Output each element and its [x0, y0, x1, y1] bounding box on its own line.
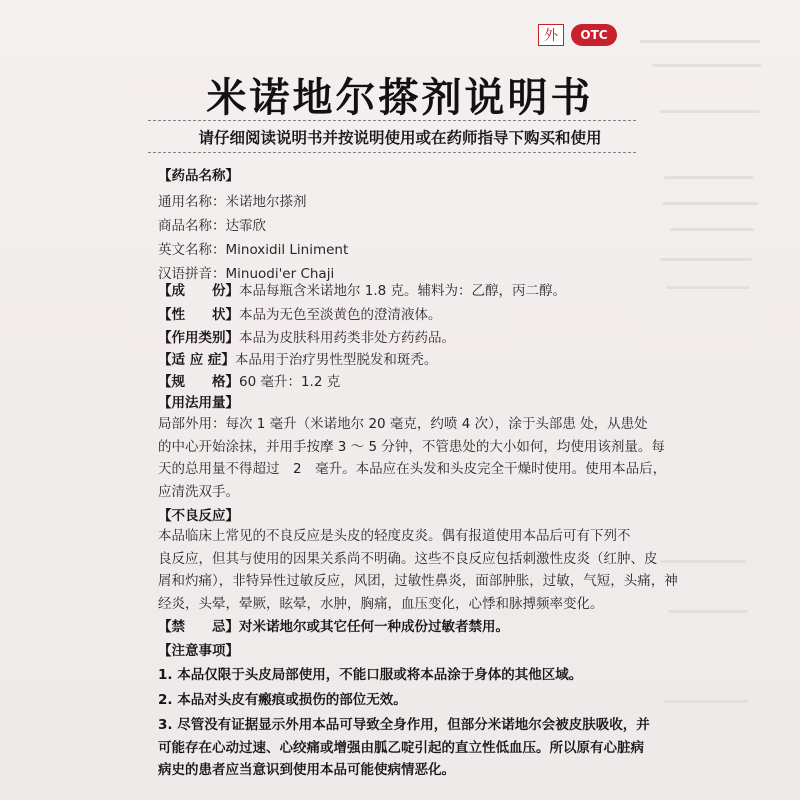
- adverse-line: 屑和灼痛），非特异性过敏反应，风团，过敏性鼻炎，面部肿胀，过敏，气短，头痛，神: [158, 573, 678, 589]
- precaution-item: 1. 本品仅限于头皮局部使用，不能口服或将本品涂于身体的其他区域。: [158, 667, 583, 683]
- section-indication: [158, 348, 437, 368]
- divider: [148, 120, 636, 121]
- precaution-item: 2. 本品对头皮有瘢痕或损伤的部位无效。: [158, 692, 407, 708]
- document-title: 米诺地尔搽剂说明书: [206, 75, 594, 121]
- section-drug-name-header: 【药品名称】: [158, 168, 239, 184]
- usage-line: 局部外用：每次 1 毫升（米诺地尔 20 毫克，约喷 4 次），涂于头部患 处，从患处: [158, 416, 648, 432]
- trade-name: 商品名称：达霏欣: [158, 218, 266, 234]
- precaution-item: 病史的患者应当意识到使用本品可能使病情恶化。: [158, 762, 455, 778]
- indication-text: 本品用于治疗男性型脱发和斑秃。: [234, 352, 438, 368]
- usage-line: 天的总用量不得超过 2 毫升。本品应在头发和头皮完全干燥时使用。使用本品后，: [158, 461, 667, 477]
- section-appearance: [158, 303, 442, 323]
- adverse-line: 经炎，头晕，晕厥，眩晕，水肿，胸痛，血压变化，心悸和脉搏频率变化。: [158, 595, 604, 612]
- category-tag: 【作用类别】: [158, 330, 239, 346]
- generic-name: 通用名称：米诺地尔搽剂: [158, 194, 307, 210]
- composition-text: 本品每瓶含米诺地尔 1.8 克。辅料为：乙醇，丙二醇。: [239, 283, 567, 299]
- section-contraindication: [158, 615, 509, 635]
- adverse-paragraph: [158, 525, 678, 615]
- precaution-item: 可能存在心动过速、心绞痛或增强由胍乙啶引起的直立性低血压。所以原有心脏病: [158, 740, 644, 756]
- english-name: 英文名称：Minoxidil Liniment: [158, 242, 349, 258]
- category-text: 本品为皮肤科用药类非处方药药品。: [239, 330, 455, 346]
- external-use-badge: 外: [538, 24, 564, 46]
- indication-tag: 【适 应 症】: [158, 352, 235, 368]
- divider: [148, 152, 636, 153]
- badge-group: [538, 24, 617, 46]
- section-spec: [158, 370, 340, 390]
- contraindication-text: 对米诺地尔或其它任何一种成份过敏者禁用。: [239, 619, 509, 635]
- adverse-line: 本品临床上常见的不良反应是头皮的轻度皮炎。偶有报道使用本品后可有下列不: [158, 528, 631, 544]
- document-subtitle: 请仔细阅读说明书并按说明使用或在药师指导下购买和使用: [198, 129, 602, 147]
- usage-paragraph: [158, 413, 667, 503]
- section-adverse-header: 【不良反应】: [158, 508, 239, 524]
- otc-badge: OTC: [571, 24, 617, 46]
- usage-line: 的中心开始涂抹，并用手按摩 3 ～ 5 分钟，不管患处的大小如何，均使用该剂量。每: [158, 438, 665, 455]
- section-category: [158, 326, 455, 346]
- section-composition: [158, 279, 566, 299]
- appearance-text: 本品为无色至淡黄色的澄清液体。: [239, 307, 442, 323]
- pinyin-name: 汉语拼音：Minuodi'er Chaji: [158, 266, 335, 282]
- spec-text: 60 毫升：1.2 克: [239, 374, 341, 390]
- spec-tag: 【规 格】: [158, 374, 239, 390]
- usage-line: 应清洗双手。: [158, 483, 239, 500]
- adverse-line: 良反应，但其与使用的因果关系尚不明确。这些不良反应包括刺激性皮炎（红肿、皮: [158, 550, 658, 567]
- contraindication-tag: 【禁 忌】: [158, 619, 239, 635]
- section-precautions-header: 【注意事项】: [158, 643, 239, 659]
- precaution-item: 3. 尽管没有证据显示外用本品可导致全身作用，但部分米诺地尔会被皮肤吸收，并: [158, 717, 650, 733]
- section-usage-header: 【用法用量】: [158, 395, 239, 411]
- appearance-tag: 【性 状】: [158, 307, 239, 323]
- composition-tag: 【成 份】: [158, 283, 239, 299]
